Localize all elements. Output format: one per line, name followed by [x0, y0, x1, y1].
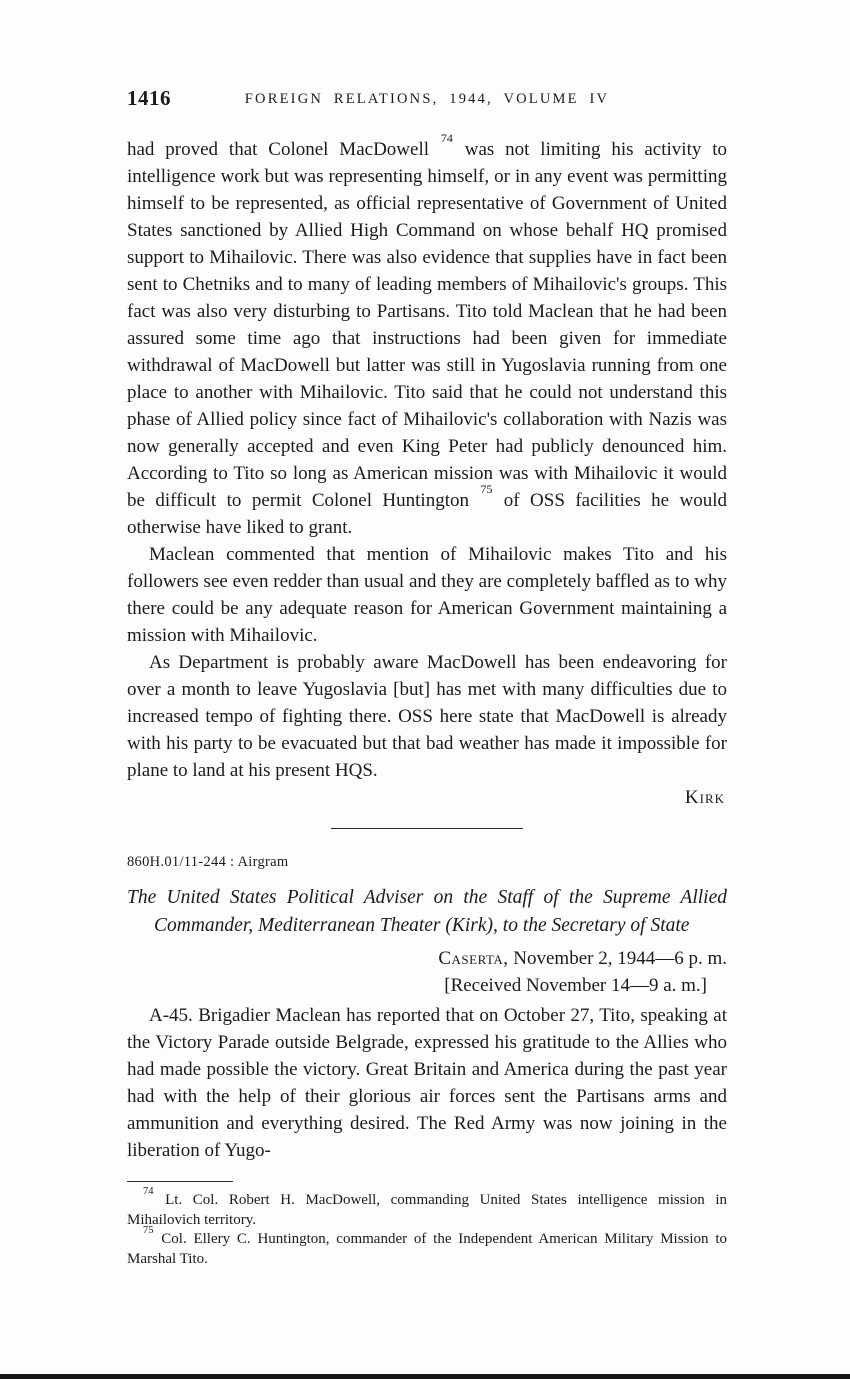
- airgram-paragraph-1: A-45. Brigadier Maclean has reported that on October 27, Tito, speaking at the Victory Parade outside Belgrade, expressed his gratitude to the Allies who had made possible the victory. Great Britain and America during the past year had with the help of their glorious air forces sent the Partisans arms and ammunition and everything desired. The Red Army was now joining in the liberation of Yugo-: [127, 1005, 727, 1161]
- footnote-ref-74: 74: [440, 130, 453, 145]
- dateline-date: November 2, 1944—6 p. m.: [508, 948, 727, 969]
- dateline-place: Caserta,: [438, 948, 509, 969]
- footnote-ref-75: 75: [480, 481, 493, 496]
- footnote-divider-rule: [127, 1181, 233, 1182]
- telegram-paragraph-1: [127, 130, 728, 541]
- running-head: [127, 86, 727, 112]
- footnote-75-marker: 75: [143, 1225, 154, 1236]
- footnote-74: [127, 1186, 727, 1230]
- footnotes-section: [127, 1181, 727, 1269]
- section-divider-rule: [331, 828, 523, 829]
- dateline: [127, 945, 727, 972]
- paragraph-text: of OSS facilities he would otherwise have liked to grant.: [127, 490, 728, 538]
- paragraph-text: was not limiting his activity to intelligence work but was representing himself, or in any event was permitting himself to be represented, as official representative of Government of United States sanctioned by Allied High Command on whose behalf HQ promised support to Mihailovic. There was also evidence that supplies have in fact been sent to Chetniks and to many of leading members of Mihailovic's groups. This fact was also very disturbing to Partisans. Tito told Maclean that he had been assured some time ago that instructions had been given for immediate withdrawal of MacDowell but latter was still in Yugoslavia running from one place to another with Mihailovic. Tito said that he could not understand this phase of Allied policy since fact of Mihailovic's collaboration with Nazis was now generally accepted and even King Peter had publicly denounced him. According to Tito so long as American mission was with Mihailovic it would be difficult to permit Colonel Huntington: [127, 139, 727, 511]
- document-reference-line: 860H.01/11-244 : Airgram: [127, 854, 289, 870]
- telegram-paragraph-3: As Department is probably aware MacDowell has been endeavoring for over a month to leave Yugoslavia [but] has met with many difficulties due to increased tempo of fighting there. OSS here state that MacDowell is already with his party to be evacuated but that bad weather has made it impossible for plane to land at his present HQS.: [127, 652, 727, 781]
- telegram-body: [127, 130, 728, 811]
- document-title: The United States Political Adviser on the Staff of the Supreme Allied Commander, Mediterranean Theater (Kirk), to the Secretary of State: [127, 887, 727, 936]
- airgram-document: [127, 854, 727, 1164]
- footnote-74-marker: 74: [143, 1186, 154, 1197]
- footnote-75: [127, 1225, 727, 1269]
- received-line: [Received November 14—9 a. m.]: [444, 975, 707, 996]
- page-content: [127, 86, 727, 1269]
- page-number: 1416: [127, 86, 171, 110]
- telegram-paragraph-2: Maclean commented that mention of Mihailovic makes Tito and his followers see even redder than usual and they are completely baffled as to why there could be any adequate reason for American Government maintaining a mission with Mihailovic.: [127, 544, 727, 646]
- footnote-75-text: Col. Ellery C. Huntington, commander of the Independent American Military Mission to Marshal Tito.: [127, 1231, 727, 1267]
- paragraph-text: had proved that Colonel MacDowell: [127, 139, 440, 160]
- running-header-title: FOREIGN RELATIONS, 1944, VOLUME IV: [244, 91, 610, 107]
- signature: Kirk: [684, 787, 725, 808]
- scan-edge-artifact: [0, 1374, 850, 1379]
- footnote-74-text: Lt. Col. Robert H. MacDowell, commanding United States intelligence mission in Mihailovich territory.: [127, 1192, 727, 1228]
